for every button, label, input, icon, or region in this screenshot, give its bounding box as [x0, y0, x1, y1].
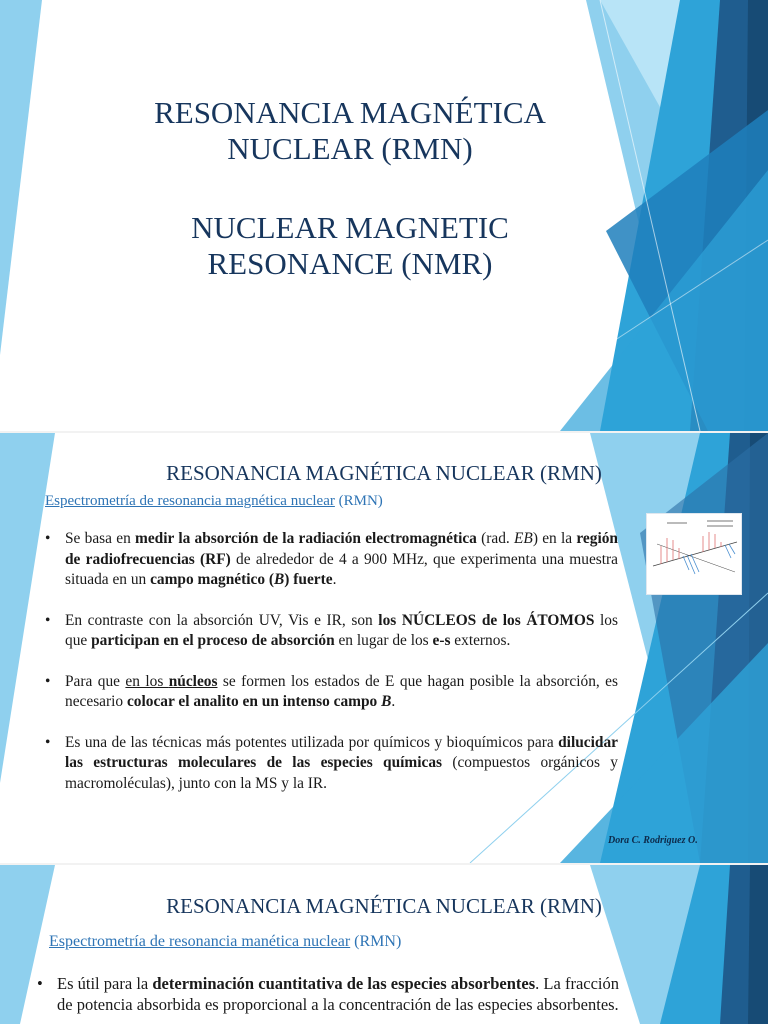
slide-rmn-intro	[0, 433, 768, 863]
nmr-wave-figure	[646, 513, 742, 595]
bullet-absorcion-rf	[45, 529, 618, 591]
subtitle-link[interactable]: Espectrometría de resonancia magnética nuclear	[45, 493, 335, 509]
author-credit: Dora C. Rodriguez O.	[608, 835, 698, 846]
text: .	[391, 693, 396, 710]
text: Es una de las técnicas más potentes utilizada por químicos y bioquímicos para	[65, 733, 559, 751]
bullet-marker: •	[37, 974, 43, 993]
slide2-title: RESONANCIA MAGNÉTICA NUCLEAR (RMN)	[166, 461, 602, 485]
text-bold: los NÚCLEOS de los ÁTOMOS	[378, 611, 595, 629]
text: Es útil para la	[57, 974, 153, 993]
slide3-bullet-list	[37, 973, 619, 1024]
text: .	[332, 571, 337, 588]
text: se formen los estados de E que hagan posible la absorción, es necesario	[65, 672, 618, 710]
title-en-line2: RESONANCE (NMR)	[207, 246, 493, 281]
text: de alrededor de 4 a 900 MHz, que experimenta una muestra situada en un	[65, 550, 618, 588]
text-bold: e-s	[432, 632, 451, 649]
text: externos.	[450, 632, 511, 649]
bullet-marker: •	[45, 530, 51, 547]
text-bold: ) fuerte	[284, 571, 333, 588]
text: Para que	[65, 672, 126, 690]
text: en lugar de los	[334, 632, 433, 649]
subtitle-suffix: (RMN)	[338, 493, 383, 509]
text-bold: determinación cuantitativa de las especies absorbentes	[152, 974, 536, 993]
bullet-marker: •	[45, 611, 51, 629]
text-bold-underlined: núcleos	[168, 672, 218, 690]
text: (compuestos orgánicos y macromoléculas), junto con la MS y la IR.	[65, 754, 618, 792]
text: . La fracción de potencia absorbida es proporcional a la concentración de las especies absorbentes.	[57, 974, 619, 1014]
text: los que	[65, 611, 618, 649]
text-bold-italic: B	[274, 571, 285, 588]
bullet-nucleos-atomos	[45, 611, 618, 652]
bullet-tecnicas	[45, 733, 618, 795]
slide2-subtitle	[45, 493, 383, 510]
text-bold: medir la absorción de la radiación electromagnética	[135, 530, 477, 547]
bullet-cuantitativa	[37, 973, 619, 1015]
slide-title-en	[100, 210, 600, 282]
text: En contraste con la absorción UV, Vis e IR, son	[65, 611, 379, 629]
text: Se basa en	[65, 530, 136, 547]
title-en-line1: NUCLEAR MAGNETIC	[191, 210, 509, 245]
bullet-marker: •	[45, 733, 51, 751]
text-bold: participan en el proceso de absorción	[91, 632, 335, 649]
text: (rad.	[476, 530, 515, 547]
slide-title	[0, 0, 768, 431]
text: ) en la	[532, 530, 577, 547]
text-underlined: en los	[125, 672, 169, 690]
text-bold: campo magnético (	[150, 571, 275, 588]
title-es-line2: NUCLEAR (RMN)	[227, 131, 473, 166]
title-es-line1: RESONANCIA MAGNÉTICA	[154, 95, 546, 130]
slide-rmn-cuantitativa	[0, 865, 768, 1024]
slide3-title: RESONANCIA MAGNÉTICA NUCLEAR (RMN)	[166, 894, 602, 918]
subtitle-link[interactable]: Espectrometría de resonancia manética nuclear	[49, 933, 351, 950]
slide2-bullet-list	[45, 529, 618, 814]
text-bold-italic: B	[381, 693, 392, 710]
text-bold: dilucidar las estructuras moleculares de las especies químicas	[65, 733, 618, 771]
slide-title-es	[100, 95, 600, 167]
bullet-marker: •	[45, 672, 51, 690]
text-italic: EB	[514, 530, 533, 547]
text-bold: región de radiofrecuencias (RF)	[65, 530, 618, 568]
bullet-campo-b	[45, 672, 618, 713]
subtitle-suffix: (RMN)	[354, 933, 402, 950]
slide3-subtitle	[49, 933, 401, 951]
text-bold: colocar el analito en un intenso campo	[126, 693, 382, 710]
